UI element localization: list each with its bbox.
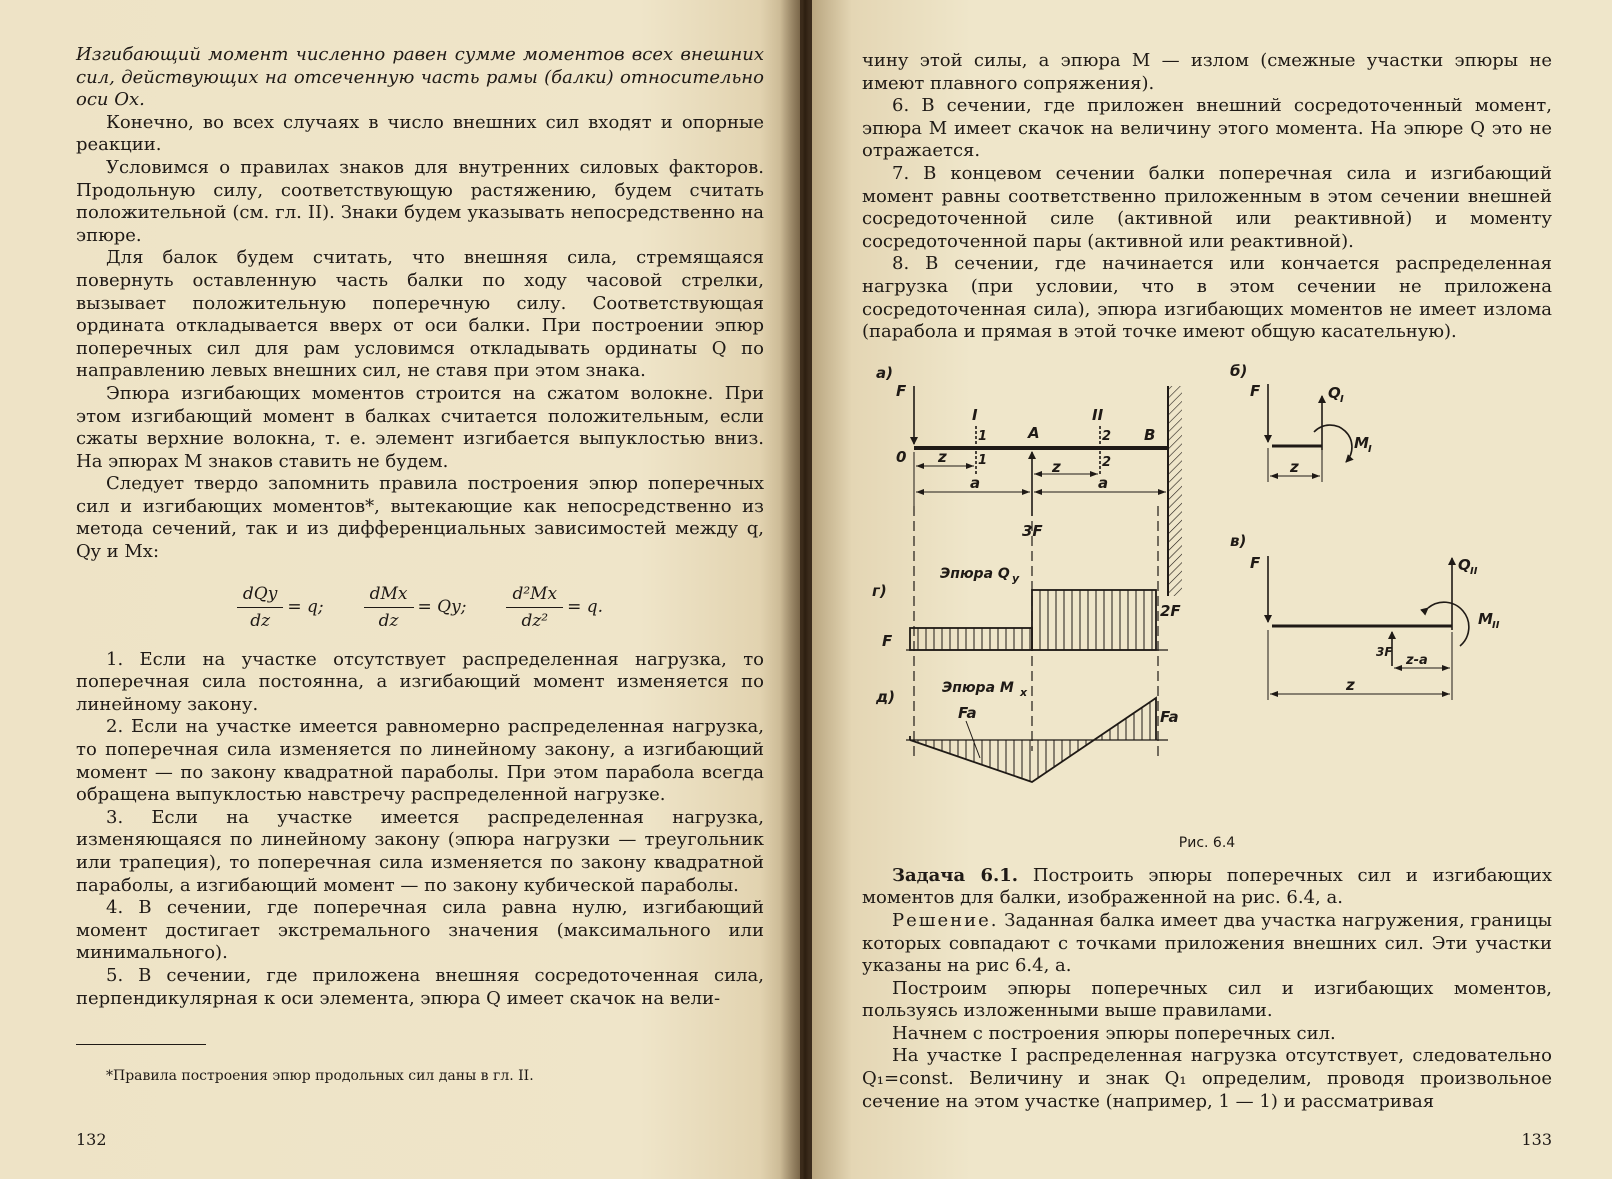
footnote-divider xyxy=(76,1044,206,1045)
formula-numerator: dMx xyxy=(364,584,414,608)
paragraph: 8. В сечении, где начинается или кончается распределенная нагрузка (при условии, что в этом сечении не приложена сосредоточенная сила), эпюра изгибающих моментов не имеет излома (парабола и прямая в этой точке имеют общую касательную). xyxy=(862,253,1552,343)
epure-q-subscript: y xyxy=(1012,571,1020,585)
paragraph: Конечно, во всех случаях в число внешних сил входят и опорные реакции. xyxy=(76,111,764,156)
shear-label-Q2: Q xyxy=(1458,555,1471,574)
paragraph: 6. В сечении, где приложен внешний сосредоточенный момент, эпюра M имеет скачок на величину этого момента. На эпюре Q это не отражается. xyxy=(862,95,1552,162)
task-text: Построить эпюры поперечных сил и изгибающих моментов для балки, изображенной на рис. 6.4, а. xyxy=(862,864,1552,909)
paragraph: Условимся о правилах знаков для внутренних силовых факторов. Продольную силу, соответствующую растяжению, будем считать положительной (см. гл. II). Знаки будем указывать непосредственно на эпюре. xyxy=(76,156,764,246)
section-label-II: II xyxy=(1092,405,1104,424)
section-II-free-body xyxy=(1268,556,1469,700)
paragraph: Для балок будем считать, что внешняя сила, стремящаяся повернуть оставленную часть балки по ходу часовой стрелки, вызывает положительную поперечную силу. Соответствующая ордината откладывается вверх от оси балки. При построении эпюр поперечных сил для рам условимся откладывать ординаты Q по направлению левых внешних сил, не ставя при этом знака. xyxy=(76,247,764,382)
section-label-I: I xyxy=(972,405,978,424)
force-label: F xyxy=(896,381,907,400)
paragraph: На участке I распределенная нагрузка отсутствует, следовательно Q₁=const. Величину и знак Q₁ определим, проводя произвольное сечение на этом участке (например, 1 — 1) и рассматривая xyxy=(862,1045,1552,1112)
footnote: *Правила построения эпюр продольных сил даны в гл. II. xyxy=(106,1068,534,1085)
figure-caption: Рис. 6.4 xyxy=(1178,834,1236,851)
solution-title: Решение. xyxy=(892,909,999,931)
rule-item: 3. Если на участке имеется распределенная нагрузка, изменяющаяся по линейному закону (эпюра нагрузки — треугольник или трапеция), то поперечная сила изменяется по закону квадратной параболы, а изгибающий момент — по закону кубической параболы. xyxy=(76,806,764,896)
differential-formulas xyxy=(76,584,764,631)
figure-label-g: г) xyxy=(872,581,887,600)
formula-item xyxy=(364,584,467,631)
epure-m-subscript: x xyxy=(1020,685,1028,699)
left-page xyxy=(0,0,800,1179)
value-F: F xyxy=(882,631,893,650)
solution-text: Заданная балка имеет два участка нагружения, границы которых совпадают с точками приложения внешних сил. Эти участки указаны на рис 6.4, а. xyxy=(862,909,1552,977)
dimension-a: a xyxy=(1098,473,1109,492)
shear-label-Q1: Q xyxy=(1328,383,1341,402)
value-3F: 3F xyxy=(1376,644,1393,659)
paragraph: Построим эпюры поперечных сил и изгибающих моментов, пользуясь изложенными выше правилами. xyxy=(862,977,1552,1022)
bending-moment-epure xyxy=(906,698,1168,782)
value-Fa: Fa xyxy=(958,703,977,722)
origin-label: 0 xyxy=(896,447,907,466)
section-mark: 2 xyxy=(1102,454,1112,470)
right-page xyxy=(812,0,1612,1179)
epure-q-title: Эпюра Q xyxy=(940,565,1010,582)
paragraph: Начнем с построения эпюры поперечных сил. xyxy=(892,1022,1336,1044)
dimension-z: z xyxy=(1052,457,1061,476)
formula-rhs: = q; xyxy=(287,597,324,618)
paragraph: Эпюра изгибающих моментов строится на сжатом волокне. При этом изгибающий момент в балках считается положительным, если сжаты верхние волокна, т. е. элемент изгибается выпуклостью вниз. На эпюрах M знаков ставить не будем. xyxy=(76,382,764,472)
moment-label-subscript: I xyxy=(1368,443,1372,455)
section-mark: 1 xyxy=(978,452,988,468)
page-number: 132 xyxy=(76,1130,107,1149)
section-mark: 2 xyxy=(1102,428,1112,444)
value-3F: 3F xyxy=(1022,521,1043,540)
rule-item: 4. В сечении, где поперечная сила равна нулю, изгибающий момент достигает экстремального значения (максимального или минимального). xyxy=(76,897,764,964)
dimension-z: z xyxy=(1290,457,1299,476)
formula-rhs: = q. xyxy=(567,597,604,618)
shear-label-subscript: II xyxy=(1470,565,1478,577)
formula-numerator: d²Mx xyxy=(506,584,563,608)
paragraph: Изгибающий момент численно равен сумме моментов всех внешних сил, действующих на отсеченную часть рамы (балки) относительно оси Ox. xyxy=(76,44,764,111)
figure-6-4 xyxy=(862,356,1562,831)
section-mark: 1 xyxy=(978,428,988,444)
force-label: F xyxy=(1250,553,1261,572)
formula-item xyxy=(237,584,324,631)
formula-denominator: dz xyxy=(250,610,271,631)
rule-item: 1. Если на участке отсутствует распределенная нагрузка, то поперечная сила постоянна, а изгибающий момент изменяется по линейному закону. xyxy=(76,648,764,715)
rule-item: 2. Если на участке имеется равномерно распределенная нагрузка, то поперечная сила изменяется по линейному закону, а изгибающий момент — по закону квадратной параболы. При этом парабола всегда обращена выпуклостью навстречу распределенной нагрузке. xyxy=(76,716,764,806)
formula-item xyxy=(506,584,603,631)
dimension-z-minus-a: z-a xyxy=(1406,652,1428,668)
formula-numerator: dQy xyxy=(237,584,283,608)
moment-label-M2: M xyxy=(1478,609,1493,628)
shear-force-epure xyxy=(906,590,1168,650)
dimension-a: a xyxy=(970,473,981,492)
dimension-z: z xyxy=(1346,675,1355,694)
moment-label-M1: M xyxy=(1354,433,1369,452)
point-label-A: A xyxy=(1028,423,1040,442)
dimension-z: z xyxy=(938,447,947,466)
shear-label-subscript: I xyxy=(1340,393,1344,405)
page-number: 133 xyxy=(1521,1130,1552,1149)
formula-denominator: dz xyxy=(378,610,399,631)
figure-label-b: б) xyxy=(1230,361,1248,380)
rule-item: 5. В сечении, где приложена внешняя сосредоточенная сила, перпендикулярная к оси элемента, эпюра Q имеет скачок на вели- xyxy=(76,964,764,1009)
epure-m-title: Эпюра M xyxy=(942,679,1014,696)
task-title: Задача 6.1. xyxy=(892,864,1019,886)
paragraph: 7. В концевом сечении балки поперечная сила и изгибающий момент равны соответственно приложенным в этом сечении внешней сосредоточенной силе (активной или реактивной) и моменту сосредоточенной пары (активной или реактивной). xyxy=(862,162,1552,252)
value-2F: 2F xyxy=(1160,601,1181,620)
value-Fa: Fa xyxy=(1160,707,1179,726)
formula-denominator: dz² xyxy=(521,610,549,631)
point-label-B: B xyxy=(1144,425,1156,444)
figure-label-d: д) xyxy=(876,687,895,706)
beam-diagram xyxy=(862,356,1562,831)
paragraph: чину этой силы, а эпюра M — излом (смежные участки эпюры не имеют плавного сопряжения). xyxy=(862,50,1552,94)
figure-label-a: а) xyxy=(876,363,893,382)
paragraph: Следует твердо запомнить правила построения эпюр поперечных сил и изгибающих моментов*, вытекающие как непосредственно из метода сечений, так и из дифференциальных зависимостей между q, Qy и Mx: xyxy=(76,473,764,563)
formula-rhs: = Qy; xyxy=(417,597,467,618)
force-label: F xyxy=(1250,381,1261,400)
figure-label-v: в) xyxy=(1230,531,1247,550)
moment-label-subscript: II xyxy=(1492,619,1500,631)
